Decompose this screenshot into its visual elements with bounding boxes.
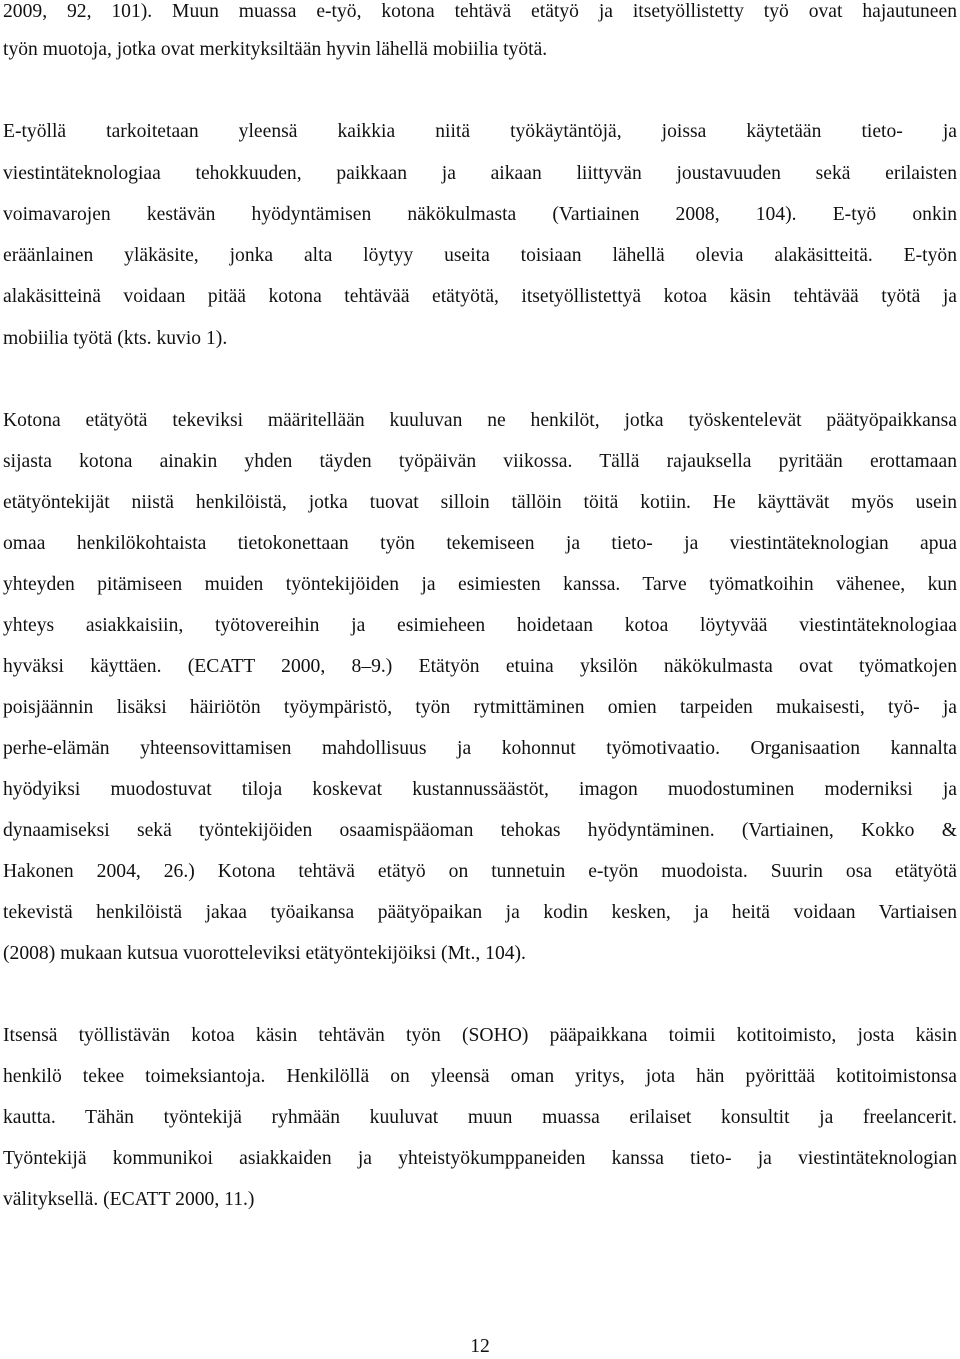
paragraph-3-line-11: dynaamiseksi sekä työntekijöiden osaamispääoman tehokas hyödyntäminen. (Vartiainen, Kokko & <box>3 820 957 841</box>
paragraph-3-line-3: etätyöntekijät niistä henkilöistä, jotka tuovat silloin tällöin töitä kotiin. He käyttävät myös usein <box>3 492 957 513</box>
paragraph-2-line-6: mobiilia työtä (kts. kuvio 1). <box>3 328 228 349</box>
paragraph-1-line-1: 2009, 92, 101). Muun muassa e-työ, kotona tehtävä etätyö ja itsetyöllistetty työ ovat hajautuneen <box>3 1 957 22</box>
paragraph-4-line-3: kautta. Tähän työntekijä ryhmään kuuluvat muun muassa erilaiset konsultit ja freelancerit. <box>3 1107 957 1128</box>
paragraph-2-line-2: viestintäteknologiaa tehokkuuden, paikkaan ja aikaan liittyvän joustavuuden sekä erilaisten <box>3 163 957 184</box>
paragraph-2-line-3: voimavarojen kestävän hyödyntämisen näkökulmasta (Vartiainen 2008, 104). E-työ onkin <box>3 204 957 225</box>
paragraph-4-line-5: välityksellä. (ECATT 2000, 11.) <box>3 1189 255 1210</box>
paragraph-3-line-2: sijasta kotona ainakin yhden täyden työpäivän viikossa. Tällä rajauksella pyritään erottamaan <box>3 451 957 472</box>
paragraph-3-line-8: poisjäännin lisäksi häiriötön työympäristö, työn rytmittäminen omien tarpeiden mukaisesti, työ- ja <box>3 697 957 718</box>
paragraph-3-line-10: hyödyiksi muodostuvat tiloja koskevat kustannussäästöt, imagon muodostuminen moderniksi ja <box>3 779 957 800</box>
paragraph-3-line-14: (2008) mukaan kutsua vuorotteleviksi etätyöntekijöiksi (Mt., 104). <box>3 943 526 964</box>
paragraph-3-line-13: tekevistä henkilöistä jakaa työaikansa päätyöpaikan ja kodin kesken, ja heitä voidaan Vartiaisen <box>3 902 957 923</box>
paragraph-3-line-12: Hakonen 2004, 26.) Kotona tehtävä etätyö on tunnetuin e-työn muodoista. Suurin osa etätyötä <box>3 861 957 882</box>
paragraph-3-line-1: Kotona etätyötä tekeviksi määritellään kuuluvan ne henkilöt, jotka työskentelevät päätyöpaikkansa <box>3 410 957 431</box>
page-number: 12 <box>470 1336 490 1357</box>
paragraph-1-line-2: työn muotoja, jotka ovat merkityksiltään hyvin lähellä mobiilia työtä. <box>3 39 548 60</box>
paragraph-2-line-4: eräänlainen yläkäsite, jonka alta löytyy useita toisiaan lähellä olevia alakäsitteitä. E-työn <box>3 245 957 266</box>
paragraph-2-line-1: E-työllä tarkoitetaan yleensä kaikkia niitä työkäytäntöjä, joissa käytetään tieto- ja <box>3 121 957 142</box>
paragraph-2-line-5: alakäsitteinä voidaan pitää kotona tehtävää etätyötä, itsetyöllistettyä kotoa käsin tehtävää työtä ja <box>3 286 957 307</box>
paragraph-3-line-9: perhe-elämän yhteensovittamisen mahdollisuus ja kohonnut työmotivaatio. Organisaation kannalta <box>3 738 957 759</box>
paragraph-3-line-4: omaa henkilökohtaista tietokonettaan työn tekemiseen ja tieto- ja viestintäteknologian apua <box>3 533 957 554</box>
paragraph-3-line-7: hyväksi käyttäen. (ECATT 2000, 8–9.) Etätyön etuina yksilön näkökulmasta ovat työmatkojen <box>3 656 957 677</box>
paragraph-3-line-6: yhteys asiakkaisiin, työtovereihin ja esimieheen hoidetaan kotoa löytyvää viestintäteknologiaa <box>3 615 957 636</box>
paragraph-4-line-1: Itsensä työllistävän kotoa käsin tehtävän työn (SOHO) pääpaikkana toimii kotitoimisto, josta käsin <box>3 1025 957 1046</box>
paragraph-3-line-5: yhteyden pitämiseen muiden työntekijöiden ja esimiesten kanssa. Tarve työmatkoihin vähenee, kun <box>3 574 957 595</box>
paragraph-4-line-2: henkilö tekee toimeksiantoja. Henkilöllä on yleensä oman yritys, jota hän pyörittää kotitoimistonsa <box>3 1066 957 1087</box>
paragraph-4-line-4: Työntekijä kommunikoi asiakkaiden ja yhteistyökumppaneiden kanssa tieto- ja viestintäteknologian <box>3 1148 957 1169</box>
